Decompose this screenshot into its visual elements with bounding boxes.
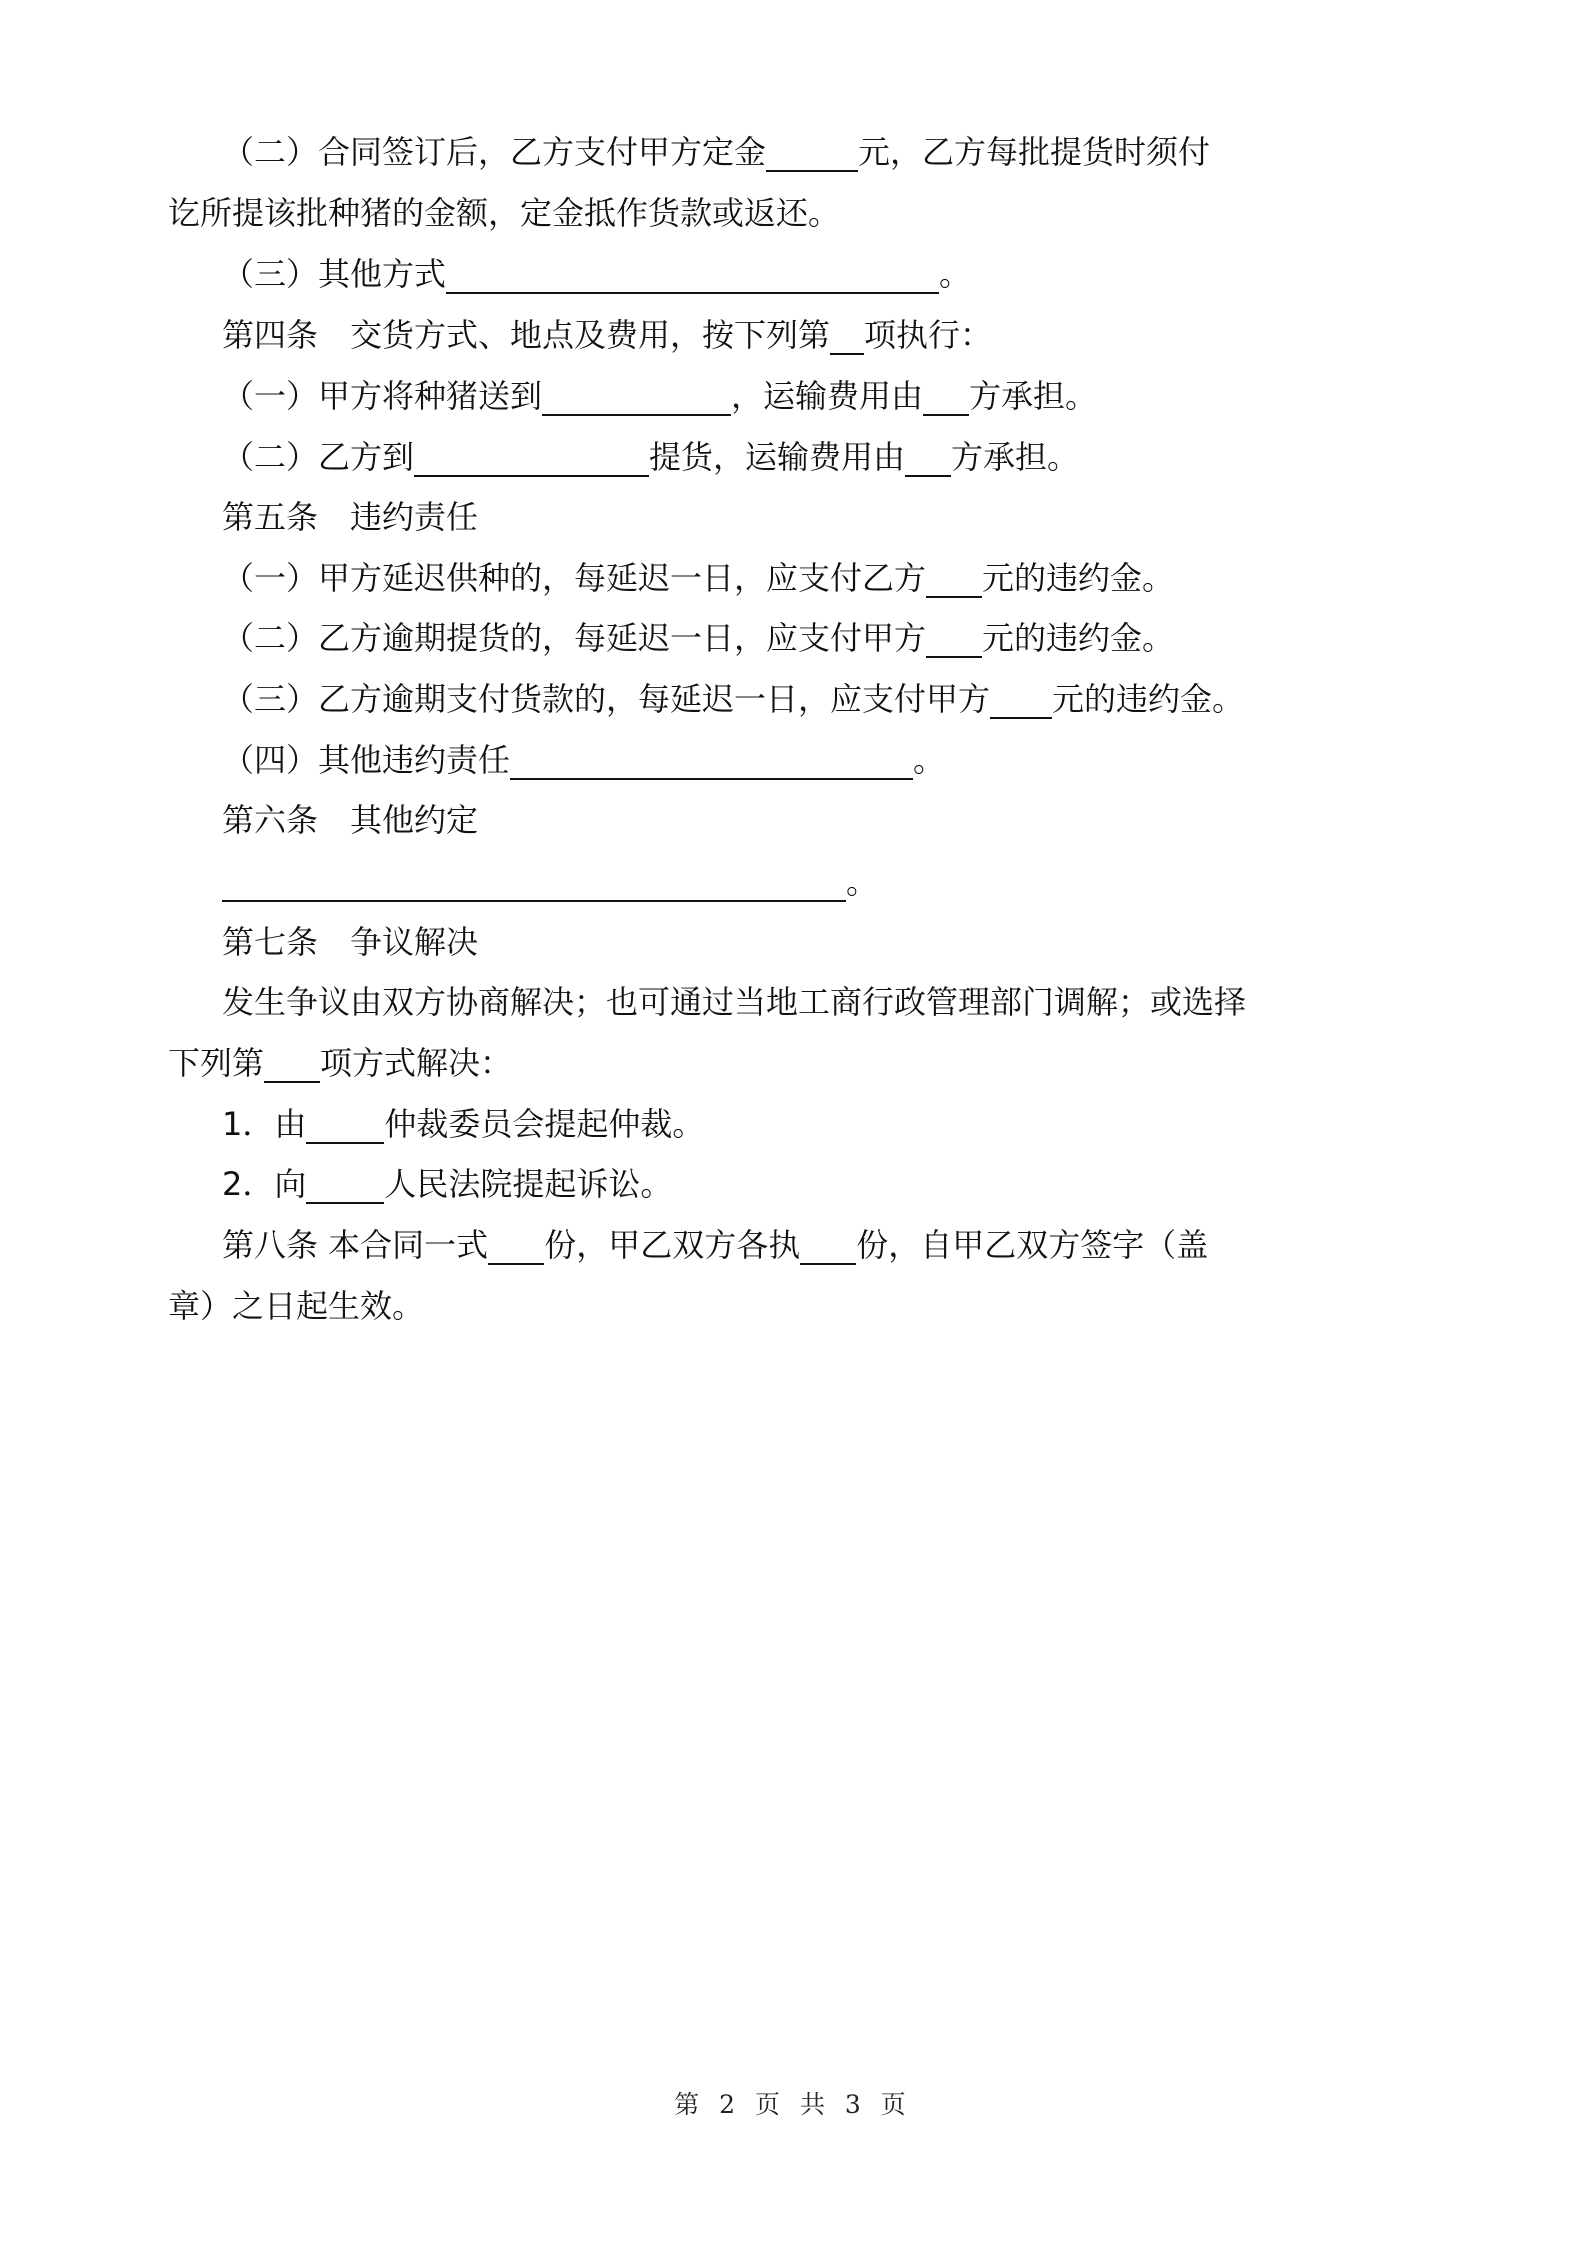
article4-item2-text-c: 方承担。 (951, 438, 1080, 476)
article5-heading (222, 497, 478, 537)
article4-heading-text-a: 第四条 交货方式、地点及费用，按下列第 (222, 316, 831, 354)
article3-item2-text-a: （二）合同签订后，乙方支付甲方定金 (222, 133, 767, 171)
article7-opt1-text-b: 仲裁委员会提起仲裁。 (384, 1105, 705, 1143)
copies-each-blank (800, 1229, 856, 1265)
article5-item4-text: （四）其他违约责任 (222, 741, 511, 779)
delivery-option-blank (830, 319, 864, 355)
article7-option2 (222, 1164, 672, 1204)
dispute-option-blank (264, 1047, 320, 1083)
delivery-location-blank (542, 380, 731, 416)
deposit-amount-blank (766, 136, 858, 172)
arbitration-committee-blank (306, 1108, 384, 1144)
article4-item2 (222, 437, 1079, 477)
article8-text-a: 第八条 本合同一式 (222, 1226, 489, 1264)
article5-item4-end: 。 (913, 741, 946, 779)
article6-blank-line (222, 862, 878, 902)
article3-item3-end: 。 (939, 255, 972, 293)
court-name-blank (306, 1168, 384, 1204)
late-supply-penalty-blank (926, 562, 982, 598)
article6-blank-end: 。 (846, 863, 879, 901)
article4-item1-text-c: 方承担。 (969, 377, 1098, 415)
article3-item2-line2 (168, 193, 840, 233)
item1-cost-party-blank (923, 380, 969, 416)
other-agreement-blank (222, 866, 846, 902)
copies-total-blank (488, 1229, 544, 1265)
article5-item2 (222, 618, 1174, 658)
article4-item1 (222, 376, 1097, 416)
article5-item3 (222, 679, 1244, 719)
page-number-footer: 第 2 页 共 3 页 (674, 2090, 912, 2119)
article7-heading-text: 第七条 争议解决 (222, 923, 479, 961)
article5-item4 (222, 740, 945, 780)
article3-item2-text-b: 元，乙方每批提货时须付 (858, 133, 1211, 171)
article4-heading (222, 315, 992, 355)
article5-item3-text-a: （三）乙方逾期支付货款的，每延迟一日，应支付甲方 (222, 680, 991, 718)
article7-opt1-text-a: 1．由 (222, 1105, 307, 1143)
article7-text-b-a: 下列第 (168, 1044, 265, 1082)
article4-item1-text-a: （一）甲方将种猪送到 (222, 377, 543, 415)
article4-item2-text-a: （二）乙方到 (222, 438, 415, 476)
article4-item1-text-b: ，运输费用由 (731, 377, 924, 415)
article5-item3-text-b: 元的违约金。 (1052, 680, 1245, 718)
other-payment-method-blank (446, 258, 939, 294)
article5-item1-text-a: （一）甲方延迟供种的，每延迟一日，应支付乙方 (222, 559, 927, 597)
pickup-location-blank (414, 441, 649, 477)
article3-item2-line1 (222, 132, 1210, 172)
article3-item3-line (222, 254, 971, 294)
article5-item1-text-b: 元的违约金。 (982, 559, 1175, 597)
article6-heading-text: 第六条 其他约定 (222, 801, 479, 839)
article5-item1 (222, 558, 1174, 598)
article5-item2-text-a: （二）乙方逾期提货的，每延迟一日，应支付甲方 (222, 619, 927, 657)
article5-heading-text: 第五条 违约责任 (222, 498, 479, 536)
article7-text-b-b: 项方式解决： (320, 1044, 513, 1082)
article7-text-line2 (168, 1043, 512, 1083)
article4-heading-text-b: 项执行： (864, 316, 993, 354)
item2-cost-party-blank (905, 441, 951, 477)
article7-opt2-text-b: 人民法院提起诉讼。 (384, 1165, 673, 1203)
late-payment-penalty-blank (990, 683, 1052, 719)
article6-heading (222, 800, 478, 840)
other-liability-blank (510, 744, 913, 780)
article3-item2-continuation: 讫所提该批种猪的金额，定金抵作货款或返还。 (168, 194, 841, 232)
article7-text-a: 发生争议由双方协商解决；也可通过当地工商行政管理部门调解；或选择 (222, 983, 1247, 1021)
article8-line1 (222, 1225, 1208, 1265)
article8-continuation: 章）之日起生效。 (168, 1287, 425, 1325)
article8-text-b: 份，甲乙双方各执 (544, 1226, 801, 1264)
article7-opt2-text-a: 2．向 (222, 1165, 307, 1203)
article5-item2-text-b: 元的违约金。 (982, 619, 1175, 657)
article3-item3-text: （三）其他方式 (222, 255, 447, 293)
article8-text-c: 份，自甲乙双方签字（盖 (856, 1226, 1209, 1264)
article4-item2-text-b: 提货，运输费用由 (649, 438, 906, 476)
article7-text-line1 (222, 982, 1246, 1022)
article7-option1 (222, 1104, 704, 1144)
late-pickup-penalty-blank (926, 622, 982, 658)
article8-line2 (168, 1286, 424, 1326)
article7-heading (222, 922, 478, 962)
